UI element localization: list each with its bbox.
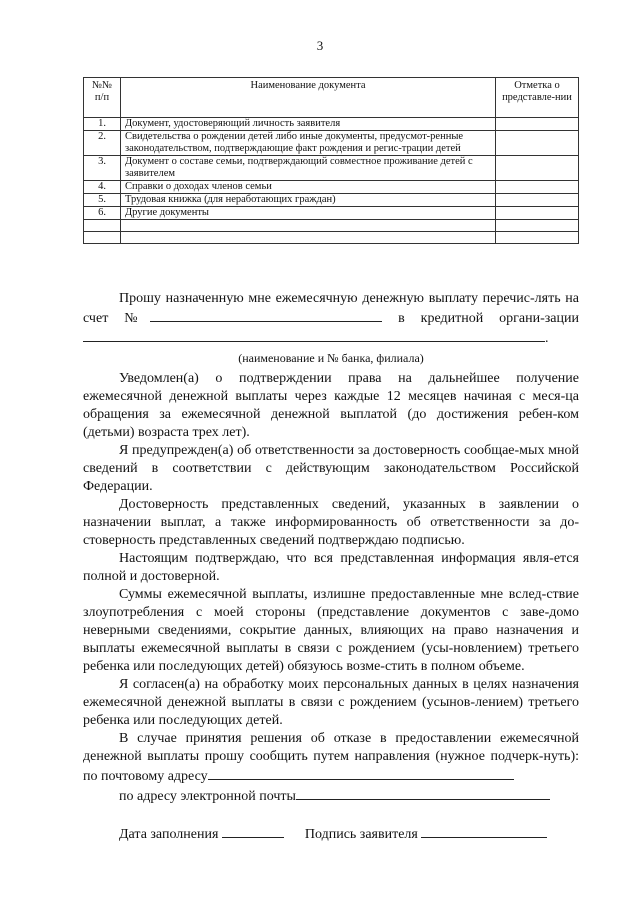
- signature-row: [83, 824, 579, 844]
- table-row: [84, 220, 579, 232]
- table-row: [84, 118, 579, 131]
- row-mark[interactable]: [496, 181, 579, 194]
- page-number: 3: [316, 38, 324, 53]
- row-number: 1.: [84, 118, 121, 131]
- row-document-name: Другие документы: [121, 207, 496, 220]
- date-label: Дата заполнения: [119, 827, 219, 842]
- row-number: 3.: [84, 156, 121, 181]
- paragraph-reliability: Достоверность представленных сведений, указанных в заявлении о назначении выплат, а также информированность об ответственности за до-стоверность представленных сведений подтверждаю подписью.: [83, 497, 579, 548]
- row-number: [84, 220, 121, 232]
- row-mark[interactable]: [496, 194, 579, 207]
- bank-name-field[interactable]: [83, 328, 545, 342]
- row-document-name: Трудовая книжка (для неработающих граждан): [121, 194, 496, 207]
- refusal-text: В случае принятия решения об отказе в предоставлении ежемесячной денежной выплаты прошу сообщить путем направления (нужное подчерк-нуть): по почтовому адресу: [83, 731, 579, 784]
- table-header-row: [84, 78, 579, 118]
- table-row: [84, 131, 579, 156]
- row-mark[interactable]: [496, 118, 579, 131]
- table-row: [84, 232, 579, 244]
- account-number-field[interactable]: [150, 308, 382, 322]
- postal-address-field[interactable]: [208, 766, 514, 780]
- row-mark[interactable]: [496, 207, 579, 220]
- paragraph-refusal: [83, 730, 579, 786]
- row-number: 5.: [84, 194, 121, 207]
- paragraph-repayment: Суммы ежемесячной выплаты, излишне предоставленные мне вслед-ствие злоупотребления с моей стороны (представление документов с заве-домо неверными сведениями, сокрытие данных, влияющих на право назначения и выплаты ежемесячной выплаты в связи с рождением (усы-новлением) третьего ребенка или последующих детей) обязуюсь возме-стить в полном объеме.: [83, 587, 579, 674]
- row-number: 6.: [84, 207, 121, 220]
- email-address-field[interactable]: [296, 786, 550, 800]
- row-number: [84, 232, 121, 244]
- request-text-part1: Прошу назначенную мне ежемесячную денежную выплату перечис-лять на счет №: [83, 291, 579, 326]
- row-number: 2.: [84, 131, 121, 156]
- account-request: Прошу назначенную мне ежемесячную денежную выплату перечис-лять на счет № в кредитной органи-зации.: [83, 291, 579, 346]
- row-document-name: Справки о доходах членов семьи: [121, 181, 496, 194]
- row-mark[interactable]: [496, 131, 579, 156]
- table-row: [84, 194, 579, 207]
- paragraph-confirmation: Настоящим подтверждаю, что вся представленная информация явля-ется полной и достоверной.: [83, 551, 579, 584]
- row-document-name: [121, 220, 496, 232]
- table-row: [84, 181, 579, 194]
- signature-field[interactable]: [421, 824, 547, 838]
- header-number: №№ п/п: [84, 78, 121, 118]
- bank-field-caption: (наименование и № банка, филиала): [238, 351, 424, 365]
- request-text-part2: в кредитной органи-зации: [398, 311, 579, 326]
- row-mark[interactable]: [496, 220, 579, 232]
- header-document-name: Наименование документа: [121, 78, 496, 118]
- header-mark: Отметка о представле-нии: [496, 78, 579, 118]
- application-body: [83, 290, 579, 844]
- row-document-name: Документ о составе семьи, подтверждающий совместное проживание детей с заявителем: [121, 156, 496, 181]
- row-mark[interactable]: [496, 232, 579, 244]
- date-field[interactable]: [222, 824, 284, 838]
- row-document-name: Документ, удостоверяющий личность заявителя: [121, 118, 496, 131]
- row-document-name: Свидетельства о рождении детей либо иные документы, предусмот-ренные законодательством, подтверждающие факт рождения и регис-трации детей: [121, 131, 496, 156]
- paragraph-notification: Уведомлен(а) о подтверждении права на дальнейшее получение ежемесячной денежной выплаты через каждые 12 месяцев начиная с меся-ца обращения за ежемесячной денежной выплатой (до достижения ребен-ком (детьми) возраста трех лет).: [83, 371, 579, 440]
- documents-table: [83, 77, 579, 244]
- paragraph-responsibility: Я предупрежден(а) об ответственности за достоверность сообщае-мых мной сведений в соответствии с действующим законодательством Российской Федерации.: [83, 443, 579, 494]
- email-label: по адресу электронной почты: [119, 789, 296, 804]
- table-row: [84, 156, 579, 181]
- row-number: 4.: [84, 181, 121, 194]
- table-row: [84, 207, 579, 220]
- row-mark[interactable]: [496, 156, 579, 181]
- signature-label: Подпись заявителя: [304, 827, 418, 842]
- row-document-name: [121, 232, 496, 244]
- email-line: [83, 786, 579, 806]
- paragraph-consent: Я согласен(а) на обработку моих персональных данных в целях назначения ежемесячной денежной выплаты в связи с рождением (усынов-лением) третьего ребенка или последующих детей.: [83, 677, 579, 728]
